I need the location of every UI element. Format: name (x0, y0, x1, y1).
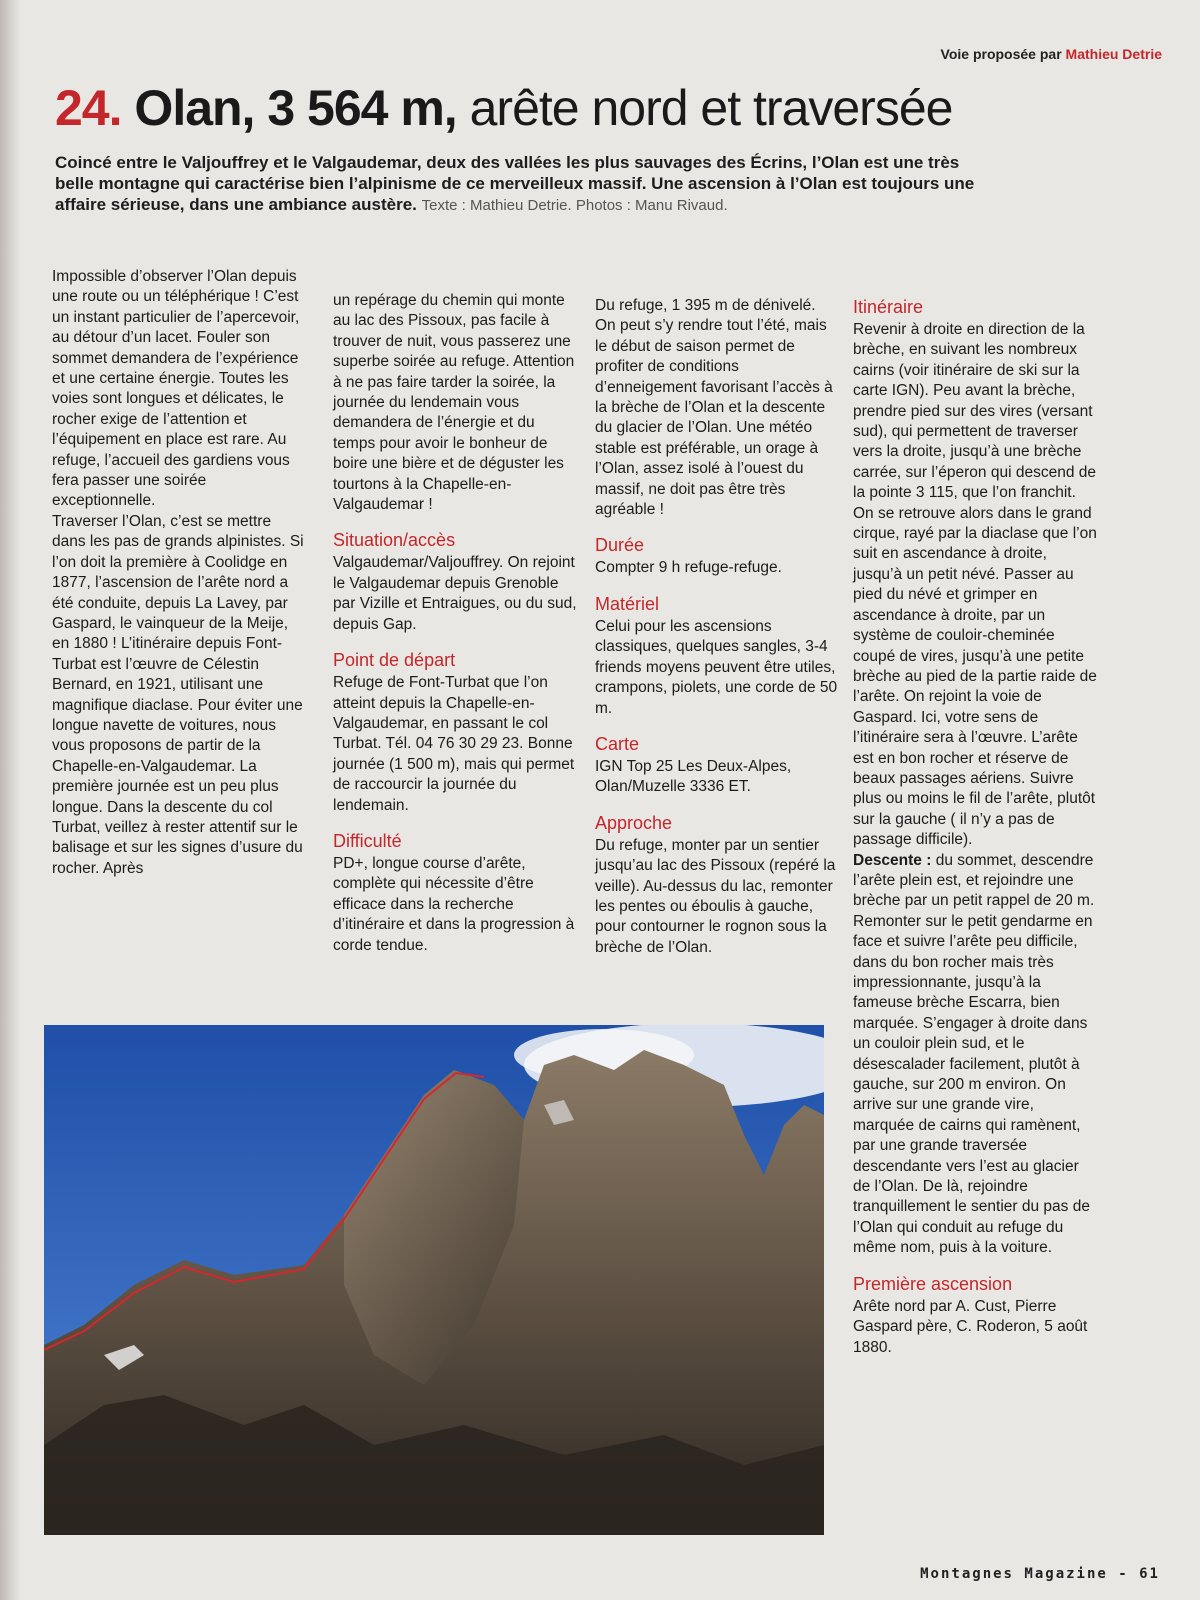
page-gutter-shadow (0, 0, 20, 1600)
history-paragraph: Traverser l’Olan, c’est se mettre dans les pas de grands alpinistes. Si l’on doit la première à Coolidge en 1877, l’ascension de l’arête nord a été conduite, depuis La Lavey, par Gaspard, le vainqueur de la Meije, en 1880 ! L’itinéraire depuis Font-Turbat est l’œuvre de Célestin Bernard, en 1921, utilisant une magnifique diaclase. Pour éviter une longue navette de voitures, nous vous proposons de partir de la Chapelle-en-Valgaudemar. La première journée est un peu plus longue. Dans la descente du col Turbat, veillez à rester attentif sur le balisage et sur les signes d’usure du rocher. Après (52, 512, 304, 877)
depart-heading: Point de départ (333, 650, 456, 671)
elevation-paragraph: Du refuge, 1 395 m de dénivelé. On peut s’y rendre tout l’été, mais le début de saison permet de profiter de conditions d’enneigement favorisant l’accès à la brèche de l’Olan et la descente du glacier de l’Olan. Une météo stable est préférable, un orage à l’Olan, assez isolé à l’ouest du massif, ne doit pas être très agréable ! (595, 297, 833, 519)
column-3 (595, 296, 840, 958)
summit-name: Olan, 3 564 m, (134, 80, 457, 136)
difficulte-heading: Difficulté (333, 830, 402, 851)
route-subtitle: arête nord et traversée (469, 80, 953, 136)
depart-text: Refuge de Font-Turbat que l’on atteint depuis la Chapelle-en-Valgaudemar, en passant le col Turbat. Tél. 04 76 30 29 23. Bonne journée (1 500 m), mais qui permet de raccourcir la journée du lendemain. (333, 674, 575, 814)
mountain-photo (44, 1025, 824, 1535)
lead-credits: Texte : Mathieu Detrie. Photos : Manu Rivaud. (421, 197, 728, 214)
itineraire-text: Revenir à droite en direction de la brèche, en suivant les nombreux cairns (voir itinéraire de ski sur la carte IGN). Peu avant la brèche, prendre pied sur des vires (versant sud), qui permettent de traverser vers la droite, jusqu’à une brèche carrée, sur l’éperon qui descend de la pointe 3 115, que l’on franchit. On se retrouve alors dans le grand cirque, rayé par la diaclase que l’on suit en ascendance à droite, jusqu’à un petit névé. Passer au pied du névé et grimper en ascendance à droite, par un système de couloir-cheminée coupé de vires, jusqu’à une petite brèche au pied de la partie raide de l’arête. On rejoint la voie de Gaspard. Ici, votre sens de l’itinéraire sera à l’œuvre. L’arête est en bon rocher et réserve de beaux passages aériens. Suivre plus ou moins le fil de l’arête, plutôt sur la gauche ( il n’y a pas de passage difficile). (853, 321, 1097, 849)
carte-heading: Carte (595, 733, 640, 754)
materiel-heading: Matériel (595, 593, 660, 614)
credit-prefix: Voie proposée par (940, 46, 1062, 62)
lead-text: Coincé entre le Valjouffrey et le Valgaudemar, deux des vallées les plus sauvages des Écrins, l’Olan est une très belle montagne qui caractérise bien l’alpinisme de ce merveilleux massif. Une ascension à l’Olan est toujours une affaire sérieuse, dans une ambiance austère. (55, 153, 975, 214)
difficulte-text: PD+, longue course d’arête, complète qui nécessite d’être efficace dans la recherche d’itinéraire et dans la progression à corde tendue. (333, 854, 575, 954)
descente-text: du sommet, descendre l’arête plein est, et rejoindre une brèche par un petit rappel de 20 m. Remonter sur le petit gendarme en face et suivre l’arête peu difficile, dans du bon rocher mais très impressionnante, jusqu’à la fameuse brèche Escarra, bien marquée. S’engager à droite dans un couloir plein sud, et le désescalader facilement, plutôt à gauche, sur 200 m environ. On arrive sur une grande vire, marquée de cairns qui ramènent, par une grande traversée descendante vers l’est au glacier de l’Olan. De là, rejoindre tranquillement le sentier du pas de l’Olan qui conduit au refuge du même nom, puis à la voiture. (853, 851, 1095, 1257)
premiere-heading: Première ascension (853, 1273, 1013, 1294)
route-credit (941, 46, 1162, 62)
column-4 (853, 296, 1098, 1358)
article-title (55, 78, 952, 138)
approche-text: Du refuge, monter par un sentier jusqu’au lac des Pissoux (repéré la veille). Au-dessus du lac, remonter les pentes ou éboulis à gauche, pour contourner le rognon sous la brèche de l’Olan. (595, 836, 836, 956)
column-2 (333, 291, 578, 956)
approche-heading: Approche (595, 812, 673, 833)
descente-label: Descente : (853, 851, 932, 869)
page-footer: Montagnes Magazine - 61 (920, 1566, 1160, 1582)
premiere-text: Arête nord par A. Cust, Pierre Gaspard père, C. Roderon, 5 août 1880. (853, 1297, 1088, 1356)
column-1 (52, 267, 307, 879)
intro-paragraph: Impossible d’observer l’Olan depuis une route ou un téléphérique ! C’est un instant particulier de l’apercevoir, au détour d’un lacet. Fouler son sommet demandera de l’expérience et une certaine énergie. Toutes les voies sont longues et délicates, le rocher exige de l’attention et l’équipement en place est rare. Au refuge, l’accueil des gardiens vous fera passer une soirée exceptionnelle. (52, 268, 300, 510)
route-number: 24. (55, 80, 122, 136)
carte-text: IGN Top 25 Les Deux-Alpes, Olan/Muzelle 3336 ET. (595, 757, 792, 796)
itineraire-heading: Itinéraire (853, 297, 924, 317)
olan-north-ridge-illustration (44, 1025, 824, 1535)
descente-paragraph (853, 851, 1098, 1259)
duree-heading: Durée (595, 535, 645, 556)
credit-author: Mathieu Detrie (1065, 46, 1162, 62)
situation-text: Valgaudemar/Valjouffrey. On rejoint le Valgaudemar depuis Grenoble par Vizille et Entraigues, ou du sud, depuis Gap. (333, 554, 577, 633)
continued-paragraph: un repérage du chemin qui monte au lac des Pissoux, pas facile à trouver de nuit, vous passerez une superbe soirée au refuge. Attention à ne pas faire tarder la soirée, la journée du lendemain vous demandera de l’énergie et du temps pour avoir le bonheur de boire une bière et de déguster les tourtons à la Chapelle-en-Valgaudemar ! (333, 292, 575, 514)
materiel-text: Celui pour les ascensions classiques, quelques sangles, 3-4 friends moyens peuvent être utiles, crampons, piolets, une corde de 50 m. (595, 617, 838, 717)
situation-heading: Situation/accès (333, 530, 456, 551)
duree-text: Compter 9 h refuge-refuge. (595, 559, 782, 577)
article-lead (55, 152, 990, 216)
